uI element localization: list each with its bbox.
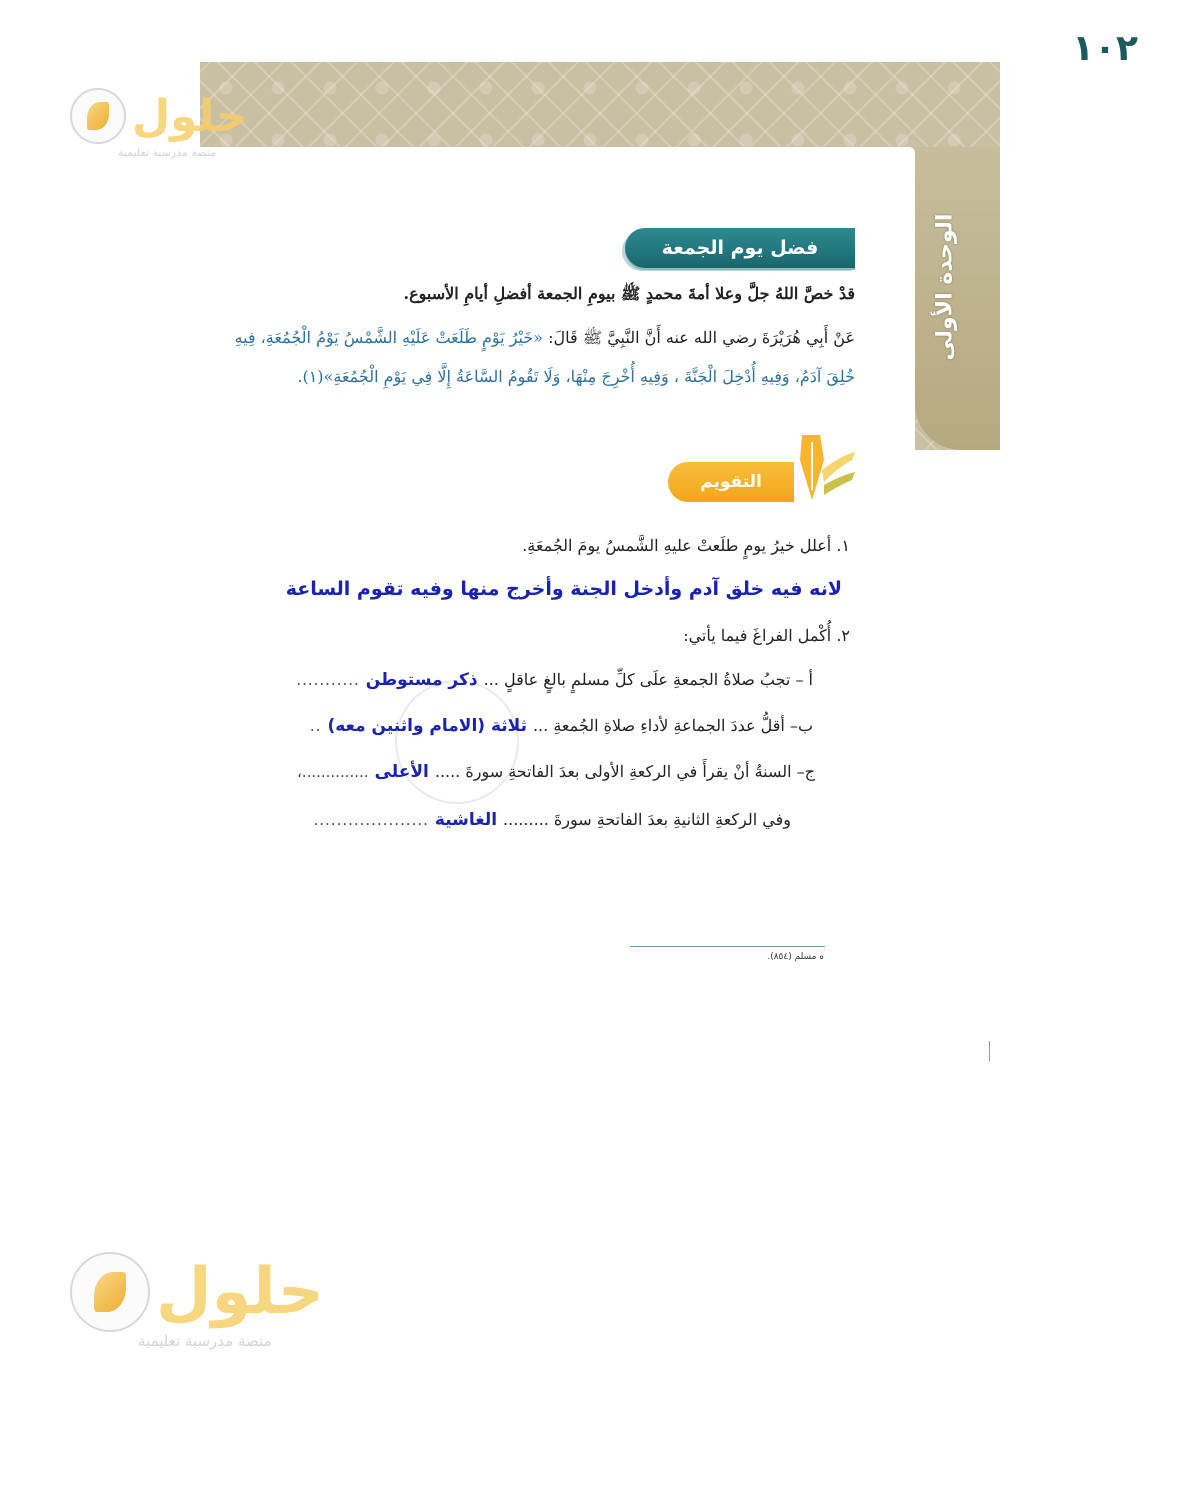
hadith-line-1 xyxy=(234,328,855,351)
page-number: ١٠٢ xyxy=(1072,28,1138,69)
fill-item-dots: ........... xyxy=(296,671,360,689)
fill-item-answer: ثلاثة (الامام واثنين معه) xyxy=(327,716,527,736)
evaluation-label: التقويم xyxy=(700,472,762,492)
logo-word: حلول xyxy=(132,90,248,142)
logo-top xyxy=(70,88,247,144)
fill-item-prompt: ب– أقلُّ عددَ الجماعةِ لأداءِ صلاةِ الجُمعةِ ... xyxy=(532,716,813,735)
leaf-book-icon xyxy=(70,1252,150,1332)
fill-item-b xyxy=(310,716,813,736)
footnote-text: ه مسلم (٨٥٤). xyxy=(767,952,824,962)
logo-tagline: منصة مدرسية تعليمية xyxy=(118,146,216,159)
fill-item-answer: ذكر مستوطن xyxy=(365,670,478,690)
fill-item-answer: الغاشية xyxy=(434,810,498,830)
lesson-title: فضل يوم الجمعة xyxy=(661,237,819,259)
logo-tagline: منصة مدرسية تعليمية xyxy=(138,1332,272,1350)
stray-mark xyxy=(989,1041,990,1061)
logo-word: حلول xyxy=(156,1255,324,1329)
fill-item-c2 xyxy=(314,810,791,830)
question-2-prompt: ٢. أُكْمل الفراغَ فيما يأتي: xyxy=(683,626,850,645)
logo-bottom xyxy=(70,1252,324,1332)
question-1-prompt: ١. أعلل خيرُ يومٍ طلَعتْ عليهِ الشَّمسُ يومَ الجُمعَةِ. xyxy=(522,536,850,555)
pen-nib-book-icon xyxy=(782,430,857,505)
leaf-book-icon xyxy=(70,88,126,144)
fill-item-prompt: أ – تجبُ صلاةُ الجمعةِ علَى كلِّ مسلمٍ بالغٍ عاقلٍ ... xyxy=(483,670,813,689)
unit-label: الوحدة الأولى xyxy=(932,213,958,361)
fill-item-dots: .................... xyxy=(313,811,429,829)
footnote-divider xyxy=(630,946,825,947)
hadith-narration: عَنْ أَبِي هُرَيْرَةَ رضي الله عنه أَنَّ النَّبِيَّ ﷺ قَالَ: xyxy=(548,328,855,347)
evaluation-banner xyxy=(668,462,794,502)
unit-side-tab-background xyxy=(915,147,1000,450)
lesson-intro: قدْ خصَّ اللهُ جلَّ وعلا أمةَ محمدٍ ﷺ بيومِ الجمعة أفضلِ أيامِ الأسبوع. xyxy=(403,284,855,303)
lesson-title-banner xyxy=(625,228,855,268)
fill-item-answer: الأعلى xyxy=(374,762,429,782)
fill-item-c xyxy=(297,762,815,782)
unit-side-tab xyxy=(915,147,1000,450)
question-1-answer: لانه فيه خلق آدم وأدخل الجنة وأخرج منها وفيه تقوم الساعة xyxy=(285,578,842,600)
fill-item-dots: ..............، xyxy=(296,763,369,781)
content-panel xyxy=(200,147,915,997)
fill-item-prompt: ج– السنةُ أنْ يقرأَ في الركعةِ الأولى بعدَ الفاتحةِ سورةَ ..... xyxy=(434,762,815,781)
fill-item-dots: .. xyxy=(309,717,322,735)
hadith-line-2: خُلِقَ آدَمُ، وَفِيهِ أُدْخِلَ الْجَنَّةَ ، وَفِيهِ أُخْرِجَ مِنْهَا، وَلَا تَقُومُ السَّاعَةُ إِلَّا فِي يَوْمِ الْجُمُعَةِ»(١). xyxy=(297,367,855,386)
watermark-circle xyxy=(395,680,519,804)
fill-item-prompt: وفي الركعةِ الثانيةِ بعدَ الفاتحةِ سورةَ ......... xyxy=(503,810,791,829)
fill-item-a xyxy=(296,670,813,690)
hadith-text-1: «خَيْرُ يَوْمٍ طَلَعَتْ عَلَيْهِ الشَّمْسُ يَوْمُ الْجُمُعَةِ، فِيهِ xyxy=(234,328,544,347)
